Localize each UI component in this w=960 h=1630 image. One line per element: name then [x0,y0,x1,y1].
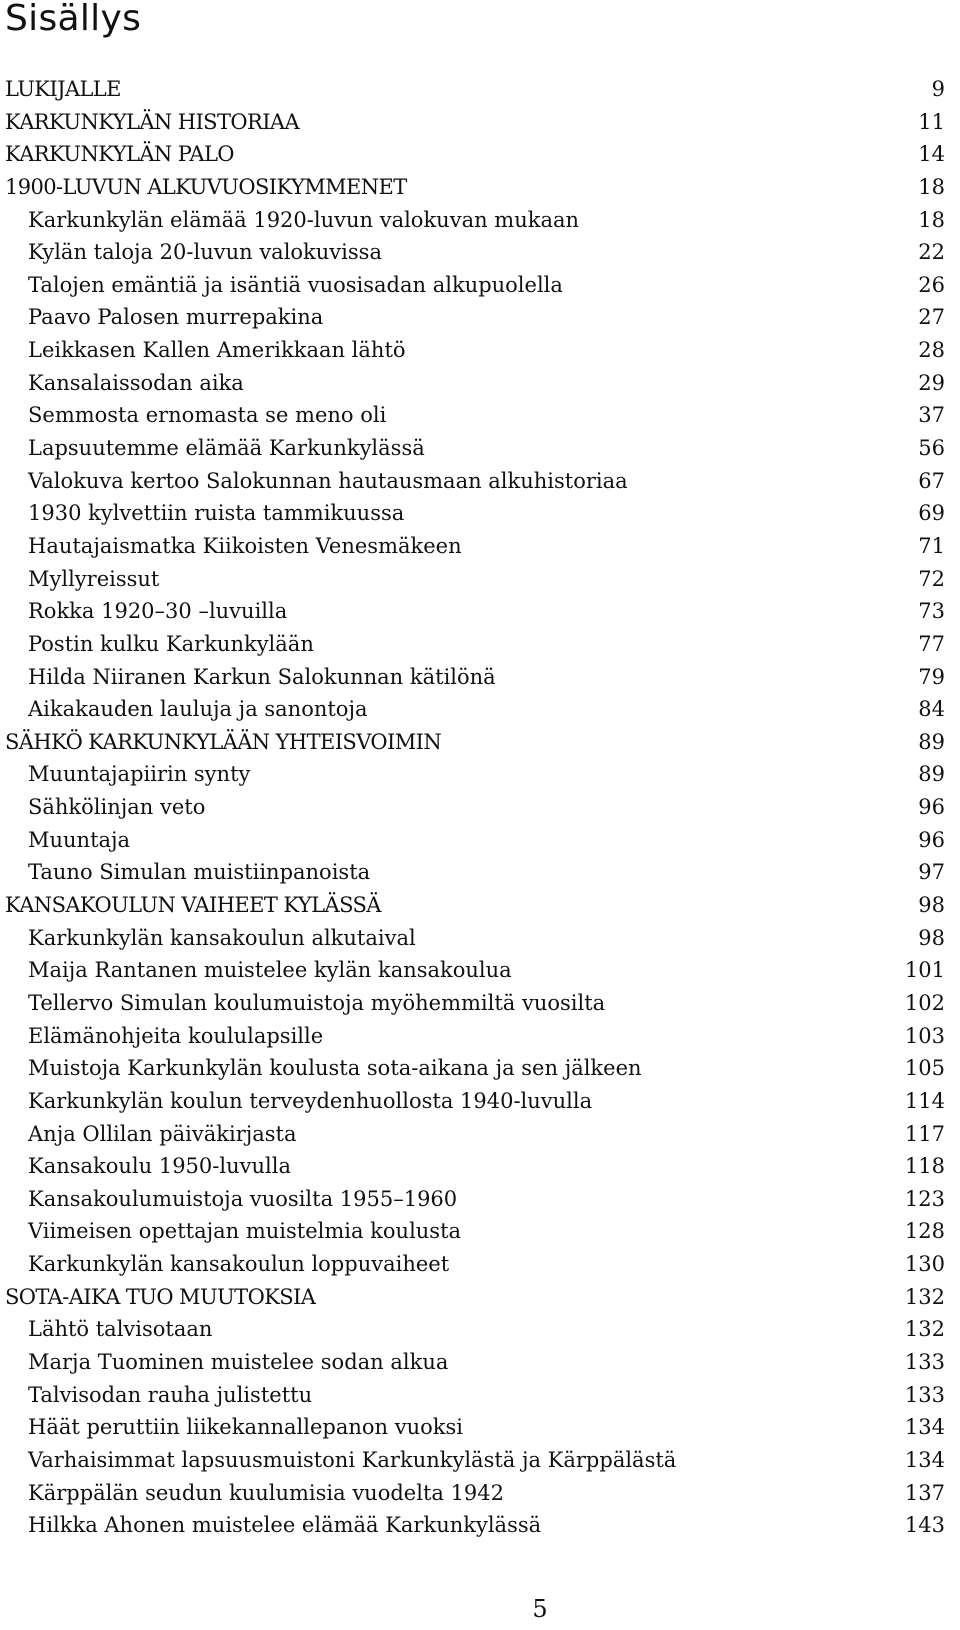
toc-entry-page: 96 [918,827,945,852]
toc-entry-title: Tellervo Simulan koulumuistoja myöhemmiltä vuosilta [28,990,606,1015]
toc-entry-page: 98 [918,893,945,918]
toc-entry [0,269,960,302]
toc-entry-page: 18 [918,174,945,199]
toc-entry-title: Semmosta ernomasta se meno oli [28,403,387,428]
toc-entry-page: 143 [904,1513,945,1538]
toc-entry-title: Hautajaismatka Kiikoisten Venesmäkeen [28,533,462,558]
toc-entry-title: Lähtö talvisotaan [28,1317,213,1342]
toc-entry-page: 89 [918,729,945,754]
toc-entry [0,1183,960,1216]
toc-entry-page: 18 [918,207,945,232]
toc-entry-title: Muuntaja [28,827,131,852]
toc-entry-page: 105 [904,1056,945,1081]
toc-entry-title: Viimeisen opettajan muistelmia koulusta [28,1219,462,1244]
toc-entry [0,204,960,237]
toc-entry [0,73,960,106]
toc-entry-page: 130 [904,1252,945,1277]
toc-entry-page: 73 [918,599,945,624]
toc-entry-page: 71 [918,533,945,558]
page-number: 5 [532,1595,548,1623]
toc-entry-title: Häät peruttiin liikekannallepanon vuoksi [28,1415,463,1440]
toc-entry-title: SÄHKÖ KARKUNKYLÄÄN YHTEISVOIMIN [5,729,442,754]
toc-entry [0,106,960,139]
toc-entry-title: Varhaisimmat lapsuusmuistoni Karkunkylästä ja Kärppälästä [28,1447,677,1472]
toc-entry-page: 132 [904,1284,945,1309]
toc-entry [0,301,960,334]
toc-entry [0,236,960,269]
toc-entry [0,693,960,726]
toc-entry-page: 11 [918,109,945,134]
toc-entry-page: 27 [918,305,945,330]
toc-entry-title: Marja Tuominen muistelee sodan alkua [28,1349,449,1374]
toc-entry-title: Kansalaissodan aika [28,370,244,395]
toc-entry-page: 97 [918,860,945,885]
toc-entry-title: Karkunkylän kansakoulun loppuvaiheet [28,1252,450,1277]
toc-entry [0,1509,960,1542]
toc-entry-page: 69 [918,501,945,526]
toc-entry-page: 67 [918,468,945,493]
toc-entry-title: Muistoja Karkunkylän koulusta sota-aikana ja sen jälkeen [28,1056,642,1081]
toc-entry-title: Tauno Simulan muistiinpanoista [28,860,371,885]
toc-entry [0,1411,960,1444]
toc-entry [0,791,960,824]
toc-entry-page: 37 [918,403,945,428]
toc-entry-title: LUKIJALLE [5,77,121,101]
toc-entry [0,1444,960,1477]
toc-entry [0,432,960,465]
toc-entry-title: Talojen emäntiä ja isäntiä vuosisadan alkupuolella [28,272,563,297]
toc-entry-title: Anja Ollilan päiväkirjasta [28,1121,297,1146]
toc-entry-page: 9 [931,77,945,101]
toc-entry-title: KARKUNKYLÄN PALO [5,142,234,167]
toc-entry [0,1020,960,1053]
toc-entry [0,1313,960,1346]
toc-entry-title: Karkunkylän koulun terveydenhuollosta 1940-luvulla [28,1088,593,1113]
toc-entry-title: Paavo Palosen murrepakina [28,305,324,330]
toc-entry [0,1248,960,1281]
toc-entry-page: 89 [918,762,945,787]
toc-entry-title: Kylän taloja 20-luvun valokuvissa [28,240,382,265]
toc-entry-title: Muuntajapiirin synty [28,762,251,787]
toc-entry [0,889,960,922]
toc-entry [0,334,960,367]
page-title: Sisällys [5,0,142,39]
toc-entry [0,563,960,596]
toc-entry-title: Kärppälän seudun kuulumisia vuodelta 1942 [28,1480,505,1505]
toc-entry-title: Sähkölinjan veto [28,795,206,820]
toc-entry [0,595,960,628]
toc-entry-page: 84 [918,697,945,722]
toc-entry [0,987,960,1020]
toc-entry [0,922,960,955]
toc-entry-page: 28 [918,338,945,363]
toc-entry-page: 56 [918,436,945,461]
toc-entry-page: 137 [904,1480,945,1505]
toc-entry-title: Rokka 1920–30 –luvuilla [28,599,288,624]
toc-entry-title: Kansakoulumuistoja vuosilta 1955–1960 [28,1186,458,1211]
toc-entry-page: 72 [918,566,945,591]
toc-entry-page: 128 [904,1219,945,1244]
toc-entry-page: 114 [904,1088,945,1113]
toc-entry-page: 123 [904,1186,945,1211]
toc-entry-title: Leikkasen Kallen Amerikkaan lähtö [28,338,406,363]
toc-entry-title: Kansakoulu 1950-luvulla [28,1154,291,1179]
toc-entry-title: Talvisodan rauha julistettu [28,1382,313,1407]
toc-entry [0,1281,960,1314]
toc-entry-title: Hilkka Ahonen muistelee elämää Karkunkylässä [28,1513,542,1538]
toc-entry-page: 132 [904,1317,945,1342]
toc-entry [0,628,960,661]
toc-entry-page: 103 [904,1023,945,1048]
toc-entry-page: 22 [918,240,945,265]
toc-entry-title: SOTA-AIKA TUO MUUTOKSIA [5,1284,316,1309]
toc-entry-title: KARKUNKYLÄN HISTORIAA [5,109,300,134]
toc-entry-page: 117 [904,1121,945,1146]
toc-entry-page: 96 [918,795,945,820]
toc-entry-title: Elämänohjeita koululapsille [28,1023,324,1048]
toc-entry-title: Aikakauden lauluja ja sanontoja [28,697,368,722]
toc-entry-title: KANSAKOULUN VAIHEET KYLÄSSÄ [5,893,381,918]
toc-entry-title: Karkunkylän kansakoulun alkutaival [28,925,416,950]
toc-entry-page: 133 [904,1382,945,1407]
toc-entry-title: Lapsuutemme elämää Karkunkylässä [28,436,425,461]
toc-entry-page: 134 [904,1447,945,1472]
toc-entry [0,138,960,171]
toc-entry [0,856,960,889]
toc-entry-page: 29 [918,370,945,395]
toc-entry-page: 101 [904,958,945,983]
toc-entry [0,399,960,432]
toc-entry-page: 98 [918,925,945,950]
toc-entry [0,1346,960,1379]
toc-entry-page: 14 [918,142,945,167]
toc-entry [0,1085,960,1118]
toc-entry-page: 77 [918,631,945,656]
toc-entry [0,726,960,759]
toc-entry [0,1150,960,1183]
toc-entry-page: 134 [904,1415,945,1440]
toc-entry-page: 102 [904,990,945,1015]
toc-entry-title: Postin kulku Karkunkylään [28,631,314,656]
toc-entry [0,497,960,530]
toc-entry [0,530,960,563]
toc-entry [0,824,960,857]
toc-entry-title: Hilda Niiranen Karkun Salokunnan kätilönä [28,664,496,689]
toc-entry-title: 1900-LUVUN ALKUVUOSIKYMMENET [5,174,407,199]
toc-entry [0,1052,960,1085]
toc-entry [0,1379,960,1412]
toc-entry-page: 133 [904,1349,945,1374]
toc-entry [0,171,960,204]
toc-entry [0,954,960,987]
toc-entry [0,367,960,400]
toc-entry-title: 1930 kylvettiin ruista tammikuussa [28,501,405,526]
toc-entry-title: Karkunkylän elämää 1920-luvun valokuvan mukaan [28,207,580,232]
toc-entry [0,758,960,791]
toc-entry [0,661,960,694]
toc-entry-page: 26 [918,272,945,297]
table-of-contents [0,73,960,1542]
toc-entry-title: Maija Rantanen muistelee kylän kansakoulua [28,958,512,983]
toc-entry [0,1215,960,1248]
toc-entry [0,1118,960,1151]
toc-entry [0,1477,960,1510]
toc-entry-page: 118 [904,1154,945,1179]
toc-entry-title: Myllyreissut [28,566,160,591]
toc-entry-title: Valokuva kertoo Salokunnan hautausmaan alkuhistoriaa [28,468,628,493]
toc-entry [0,465,960,498]
toc-entry-page: 79 [918,664,945,689]
